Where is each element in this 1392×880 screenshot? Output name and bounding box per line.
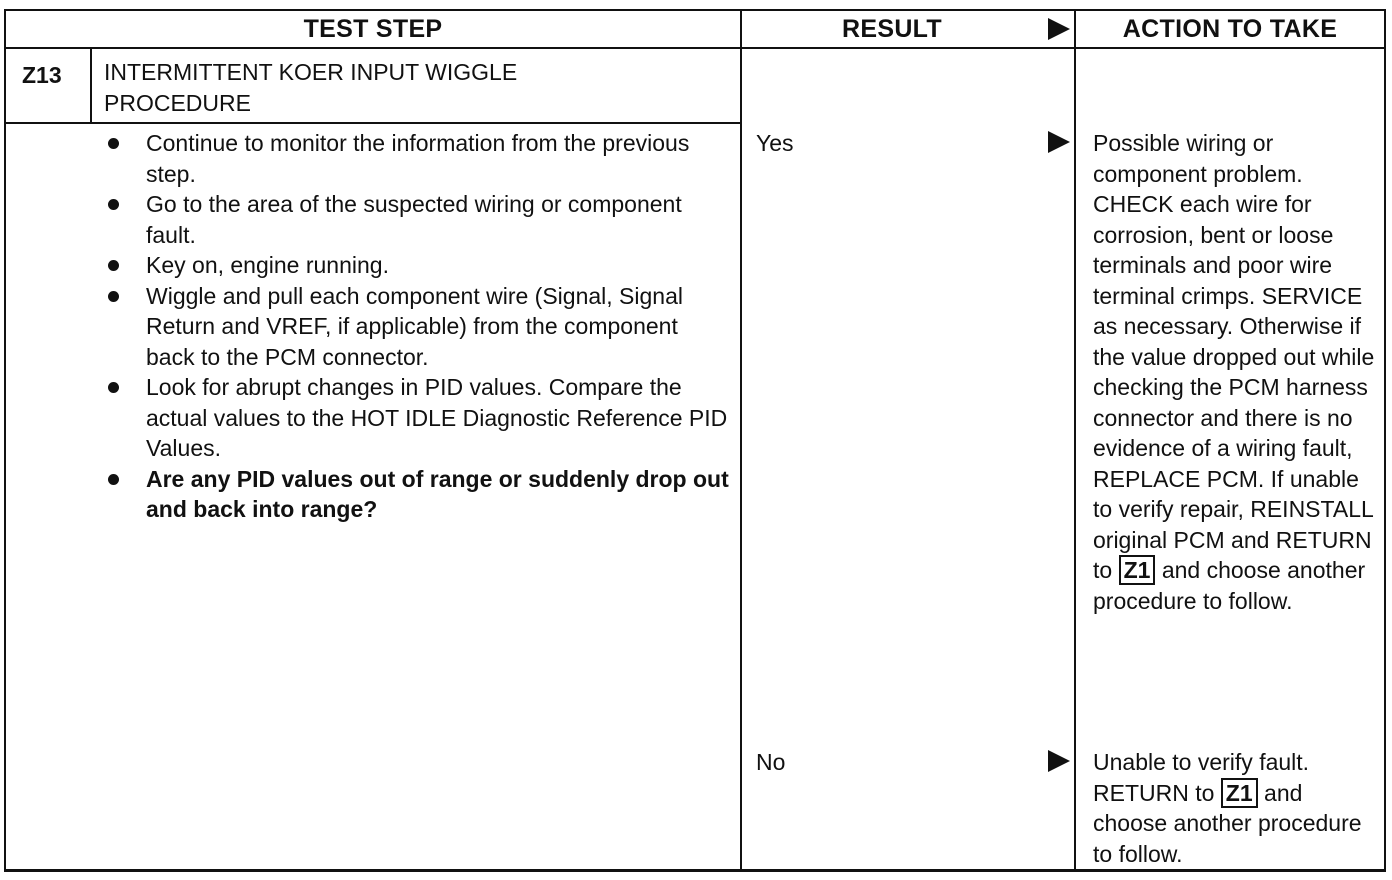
left-border (4, 9, 6, 871)
bullet-icon (108, 199, 119, 210)
action-yes (1093, 128, 1379, 616)
step-instruction: Go to the area of the suspected wiring or component fault. (104, 189, 729, 250)
title-rule (4, 122, 741, 124)
step-id-divider (90, 47, 92, 124)
header-action: ACTION TO TAKE (1122, 14, 1338, 43)
bullet-icon (108, 291, 119, 302)
step-instruction: Look for abrupt changes in PID values. Compare the actual values to the HOT IDLE Diagnostic Reference PID Values. (104, 372, 729, 464)
header-test-step: TEST STEP (303, 14, 443, 43)
right-border (1384, 9, 1386, 871)
bullet-icon (108, 138, 119, 149)
action-no (1093, 747, 1379, 869)
header-result: RESULT (842, 14, 942, 43)
action-yes-tail: and choose another procedure to follow. (1093, 557, 1366, 614)
bullet-icon (108, 382, 119, 393)
header-arrow-icon (1048, 18, 1070, 40)
action-no-tail: and choose another procedure to follow. (1093, 779, 1362, 867)
result-yes: Yes (756, 130, 794, 156)
result-no: No (756, 749, 786, 775)
bottom-rule (4, 869, 1386, 872)
bullet-icon (108, 260, 119, 271)
action-divider (1074, 9, 1076, 871)
action-no-text: Unable to verify fault. RETURN to (1093, 749, 1310, 806)
step-instruction: Key on, engine running. (104, 250, 729, 281)
result-no-arrow-icon (1048, 750, 1070, 772)
step-id: Z13 (22, 62, 62, 88)
step-reference-z1: Z1 (1221, 778, 1258, 808)
action-yes-text: Possible wiring or component problem. CHECK each wire for corrosion, bent or loose terminals and poor wire terminal crimps. SERVICE as necessary. Otherwise if the value dropped out while checking the PCM harness connector and there is no evidence of a wiring fault, REPLACE PCM. If unable to verify repair, REINSTALL original PCM and RETURN to (1093, 130, 1375, 583)
result-yes-arrow-icon (1048, 131, 1070, 153)
bullet-icon (108, 474, 119, 485)
step-instruction: Wiggle and pull each component wire (Signal, Signal Return and VREF, if applicable) from the component back to the PCM connector. (104, 281, 729, 373)
step-instruction: Continue to monitor the information from the previous step. (104, 128, 729, 189)
step-instructions (104, 128, 729, 525)
step-reference-z1: Z1 (1119, 555, 1156, 585)
result-divider (740, 9, 742, 871)
step-title: INTERMITTENT KOER INPUT WIGGLE PROCEDURE (104, 59, 518, 116)
step-question: Are any PID values out of range or suddenly drop out and back into range? (104, 464, 729, 525)
